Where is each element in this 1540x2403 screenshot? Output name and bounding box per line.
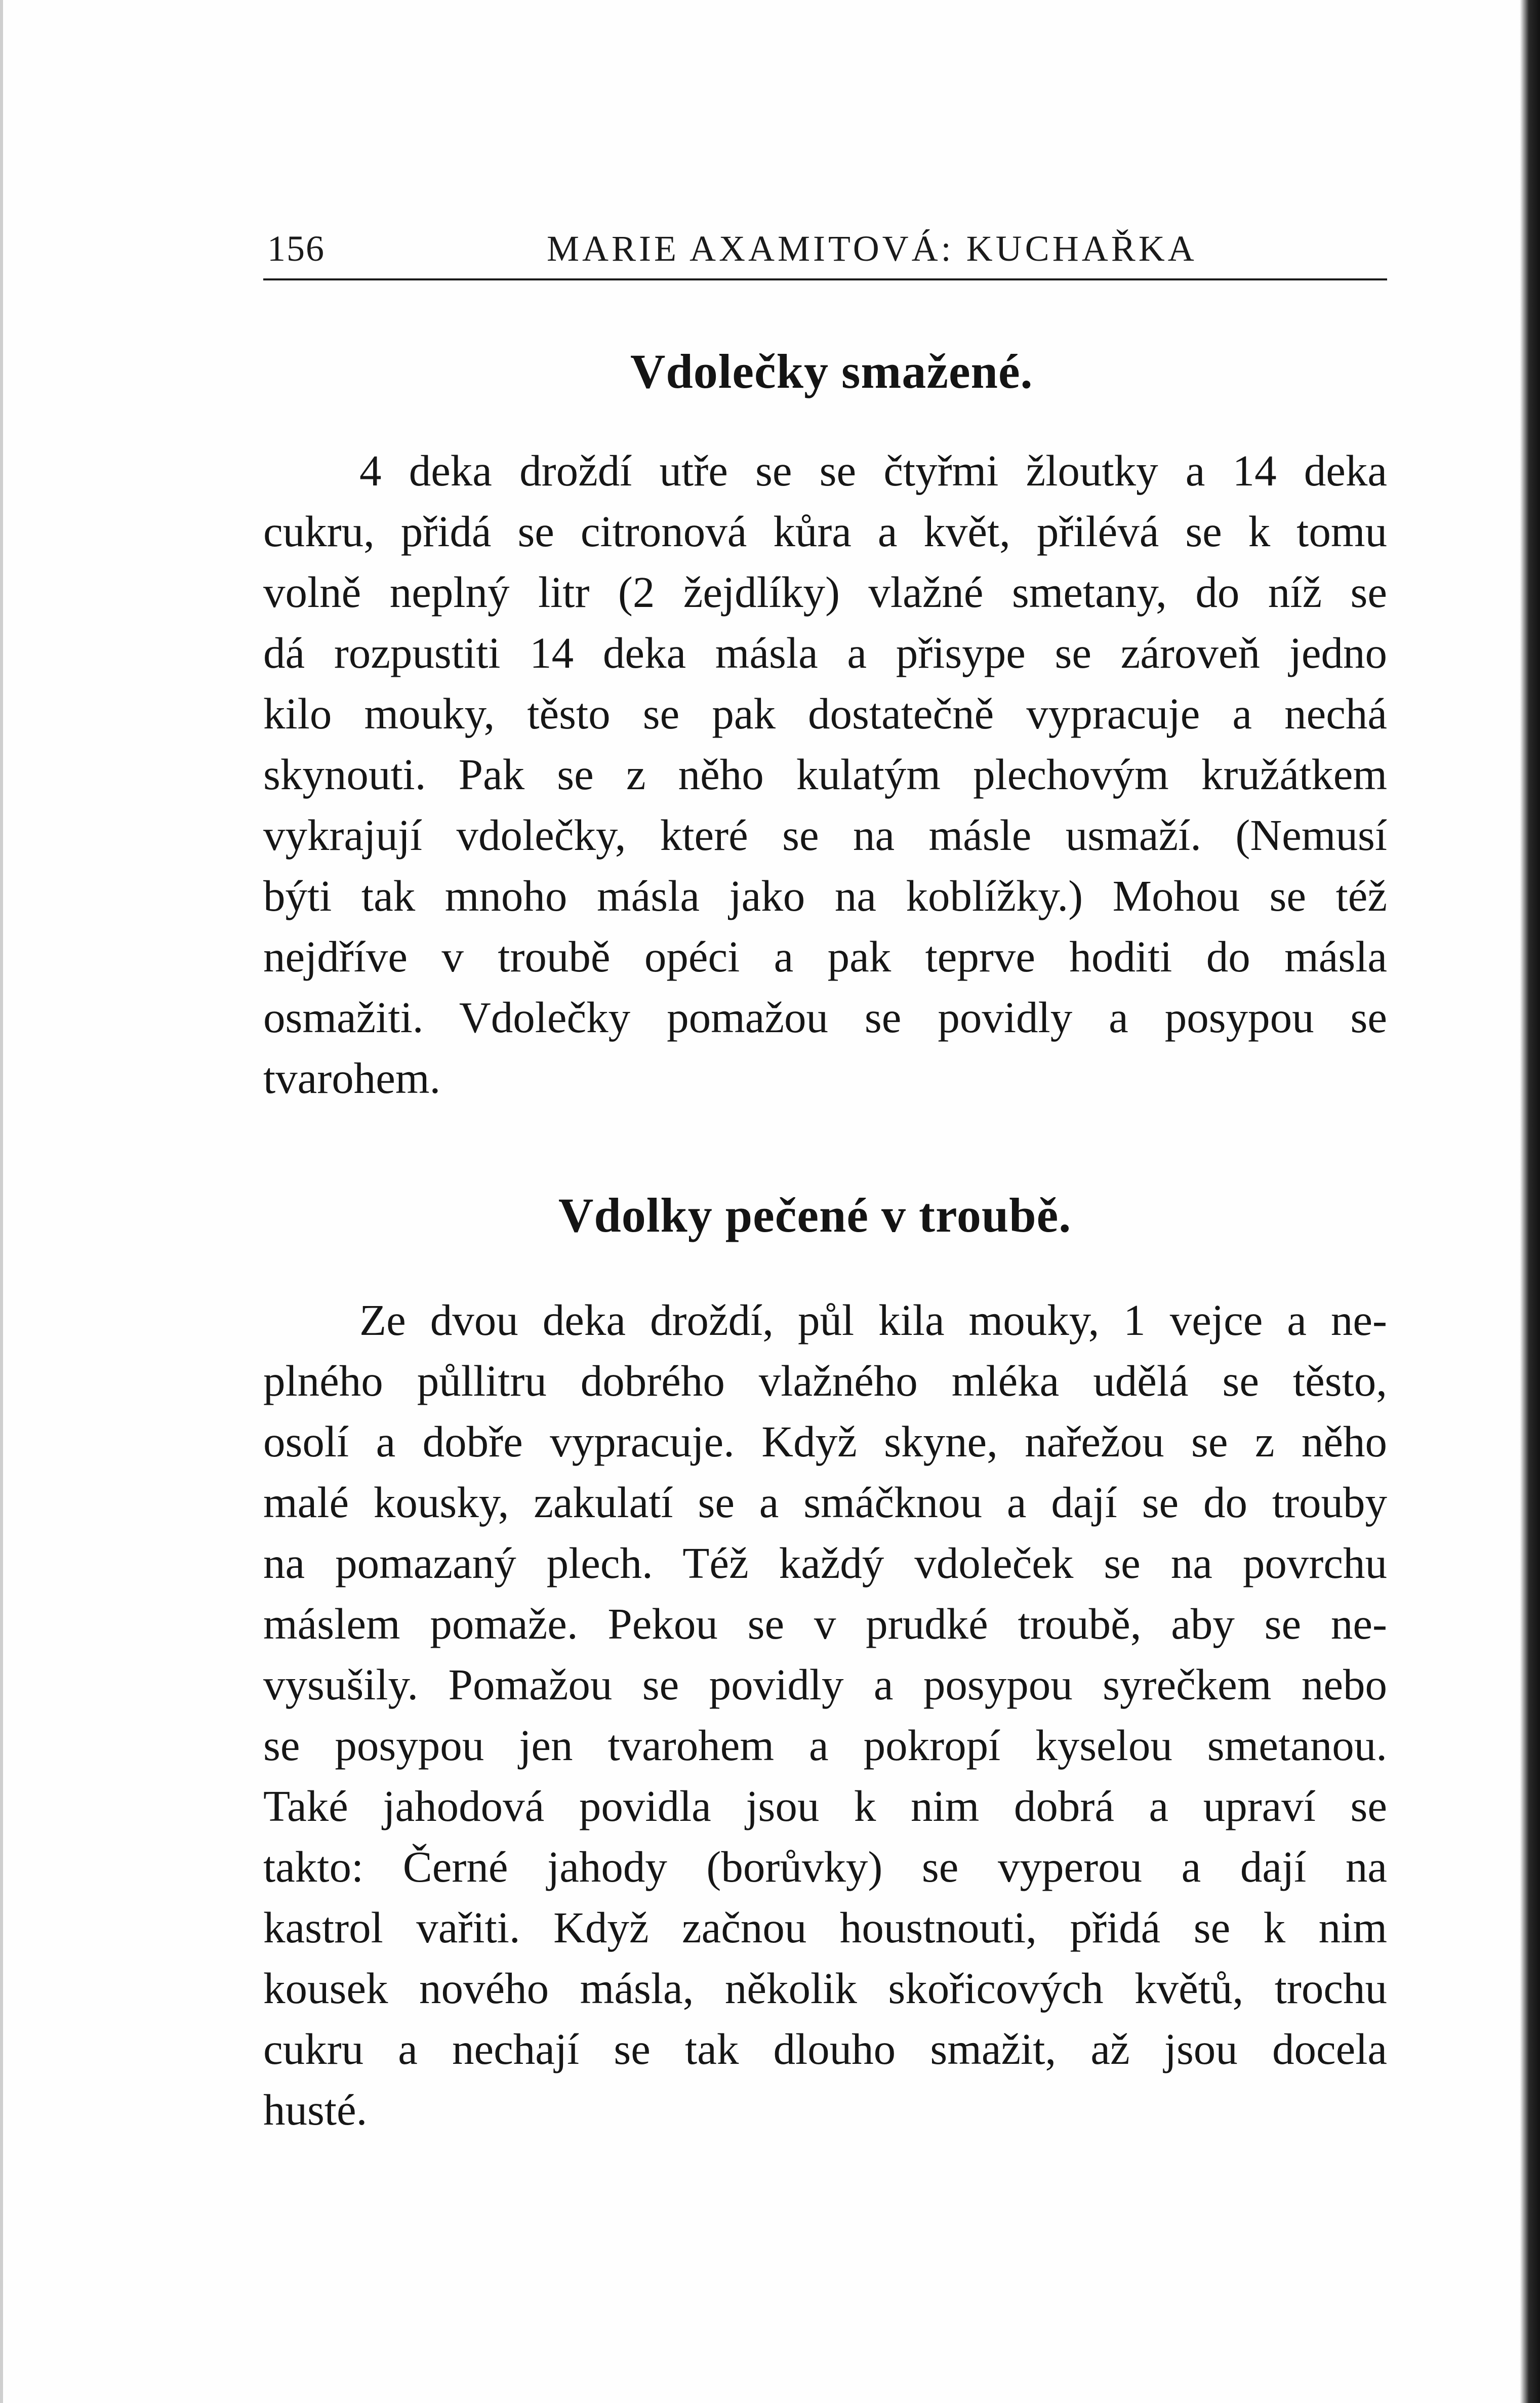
text-line: osmažiti. Vdolečky pomažou se povidly a posypou se — [263, 993, 1387, 1042]
recipe-body-vdolky-pecene — [263, 1290, 1387, 2140]
text-line: Také jahodová povidla jsou k nim dobrá a upraví se — [263, 1781, 1387, 1830]
text-line: na pomazaný plech. Též každý vdoleček se na povrchu — [263, 1538, 1387, 1587]
text-line: býti tak mnoho másla jako na koblížky.) Mohou se též — [263, 871, 1387, 920]
text-line: se posypou jen tvarohem a pokropí kyselou smetanou. — [263, 1721, 1387, 1770]
text-line: máslem pomaže. Pekou se v prudké troubě, aby se ne- — [263, 1599, 1387, 1648]
recipe-title-vdolecky-smazene: Vdolečky smažené. — [630, 344, 1033, 398]
text-line: volně neplný litr (2 žejdlíky) vlažné smetany, do níž se — [263, 567, 1387, 617]
text-line: kastrol vařiti. Když začnou houstnouti, přidá se k nim — [263, 1903, 1387, 1952]
text-line: plného půllitru dobrého vlažného mléka udělá se těsto, — [263, 1356, 1387, 1405]
text-line: skynouti. Pak se z něho kulatým plechovým kružátkem — [263, 750, 1387, 799]
text-line: nejdříve v troubě opéci a pak teprve hoditi do másla — [263, 932, 1387, 981]
recipe-body-vdolecky-smazene — [263, 440, 1387, 1109]
text-line: kilo mouky, těsto se pak dostatečně vypracuje a nechá — [263, 689, 1387, 738]
scan-edge-right — [1520, 0, 1540, 2403]
text-line: tvarohem. — [263, 1053, 441, 1103]
text-line: 4 deka droždí utře se se čtyřmi žloutky a 14 deka — [359, 446, 1387, 495]
text-line: Ze dvou deka droždí, půl kila mouky, 1 vejce a ne- — [359, 1295, 1387, 1345]
text-line: malé kousky, zakulatí se a smáčknou a dají se do trouby — [263, 1478, 1387, 1527]
text-line: husté. — [263, 2085, 368, 2134]
text-line: cukru, přidá se citronová kůra a květ, přilévá se k tomu — [263, 507, 1387, 556]
scan-edge-left — [0, 0, 3, 2403]
text-line: kousek nového másla, několik skořicových květů, trochu — [263, 1964, 1387, 2013]
page-number: 156 — [267, 228, 325, 269]
text-line: vysušily. Pomažou se povidly a posypou syrečkem nebo — [263, 1660, 1387, 1709]
running-header — [263, 223, 1387, 280]
running-title: MARIE AXAMITOVÁ: KUCHAŘKA — [547, 228, 1197, 269]
text-line: takto: Černé jahody (borůvky) se vyperou a dají na — [263, 1842, 1387, 1891]
text-line: cukru a nechají se tak dlouho smažit, až jsou docela — [263, 2024, 1387, 2073]
text-line: vykrajují vdolečky, které se na másle usmaží. (Nemusí — [263, 810, 1387, 860]
recipe-title-vdolky-pecene: Vdolky pečené v troubě. — [558, 1188, 1072, 1242]
text-line: dá rozpustiti 14 deka másla a přisype se zároveň jedno — [263, 628, 1387, 677]
text-line: osolí a dobře vypracuje. Když skyne, nařežou se z něho — [263, 1417, 1387, 1466]
